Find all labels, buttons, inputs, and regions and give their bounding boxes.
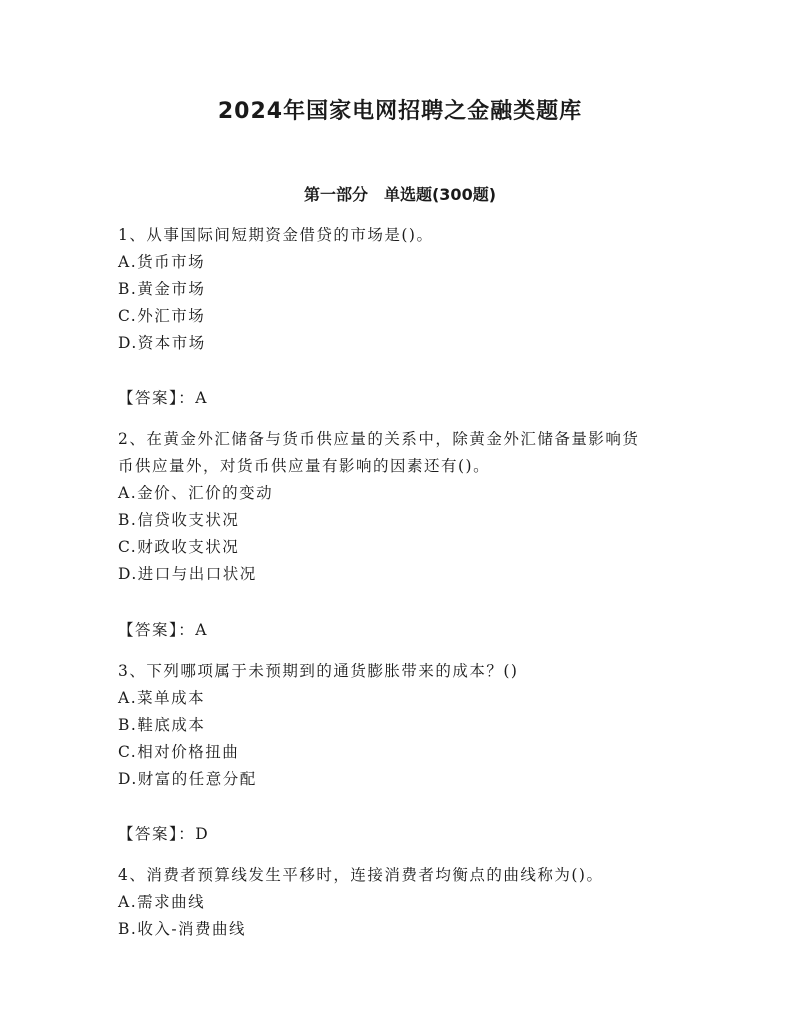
answer-1: 【答案】：A (118, 389, 208, 407)
document-title: 2024年国家电网招聘之金融类题库 (217, 99, 583, 124)
question-2 (118, 426, 698, 588)
question-3 (118, 658, 698, 793)
question-stem: 2、在黄金外汇储备与货币供应量的关系中，除黄金外汇储备量影响货 (118, 430, 640, 448)
option-a: A.货币市场 (118, 253, 206, 271)
answer-3: 【答案】：D (118, 825, 210, 843)
option-b: B.黄金市场 (118, 280, 206, 298)
question-stem: 币供应量外，对货币供应量有影响的因素还有()。 (118, 457, 491, 475)
question-stem: 4、消费者预算线发生平移时，连接消费者均衡点的曲线称为()。 (118, 866, 604, 884)
section-heading: 第一部分 单选题(300题) (303, 185, 497, 204)
option-b: B.收入-消费曲线 (118, 920, 247, 938)
option-d: D.资本市场 (118, 334, 206, 352)
option-c: C.财政收支状况 (118, 538, 240, 556)
option-b: B.信贷收支状况 (118, 511, 240, 529)
question-stem: 1、从事国际间短期资金借贷的市场是()。 (118, 226, 434, 244)
option-a: A.需求曲线 (118, 893, 206, 911)
question-stem: 3、下列哪项属于未预期到的通货膨胀带来的成本？() (118, 662, 519, 680)
option-d: D.进口与出口状况 (118, 565, 257, 583)
answer-2: 【答案】：A (118, 621, 208, 639)
option-a: A.金价、汇价的变动 (118, 484, 274, 502)
option-d: D.财富的任意分配 (118, 770, 257, 788)
option-c: C.外汇市场 (118, 307, 206, 325)
question-4 (118, 862, 698, 943)
option-c: C.相对价格扭曲 (118, 743, 240, 761)
option-a: A.菜单成本 (118, 689, 206, 707)
question-1 (118, 222, 698, 357)
option-b: B.鞋底成本 (118, 716, 206, 734)
